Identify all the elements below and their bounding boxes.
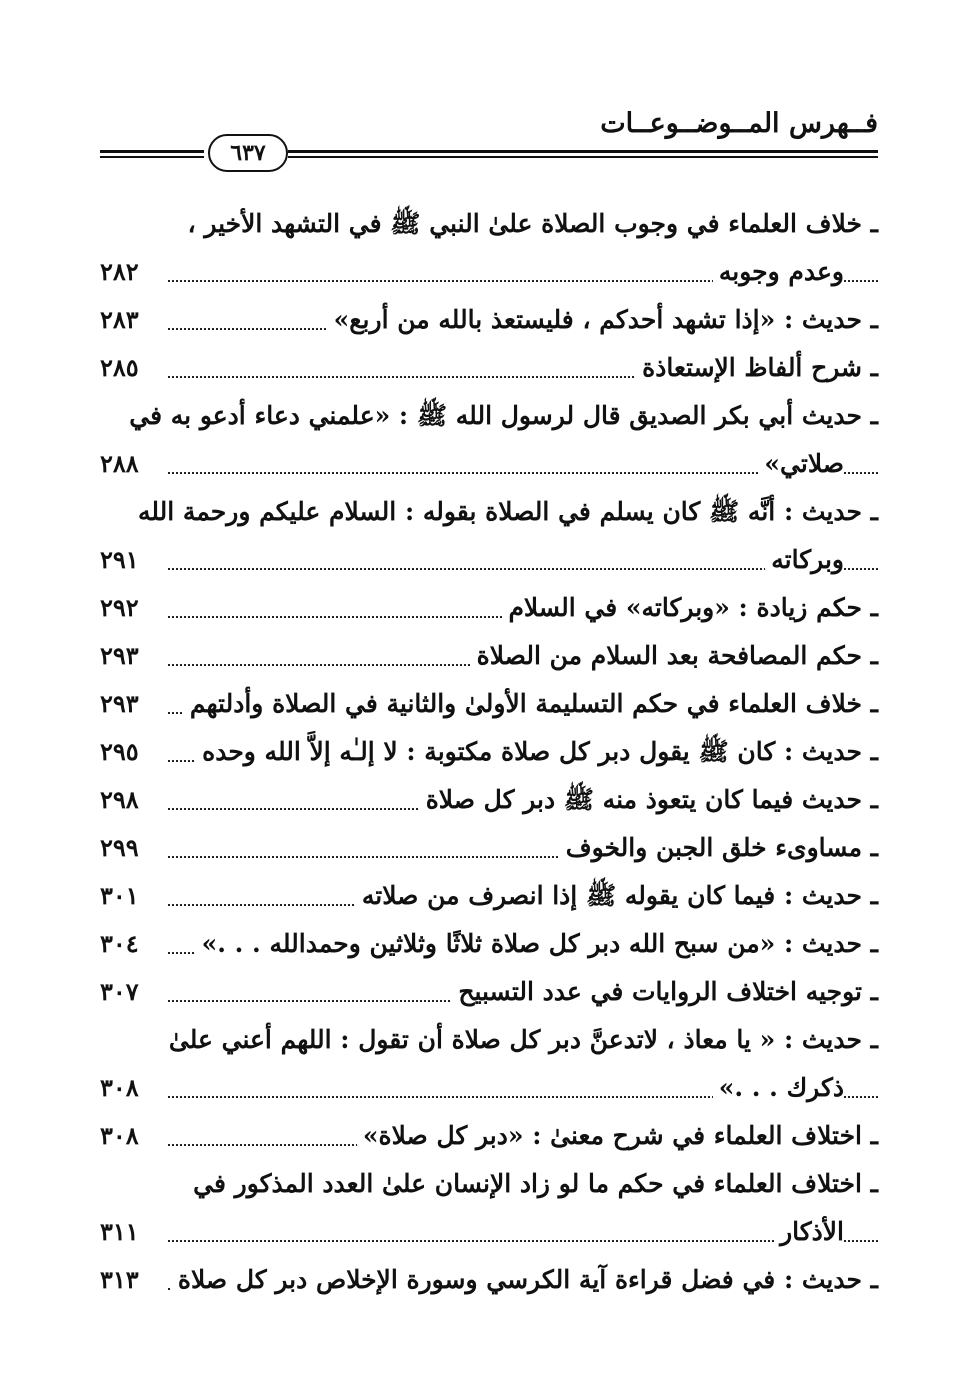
toc-page-number: ٢٨٥ xyxy=(100,353,139,382)
page-header xyxy=(100,108,878,164)
page-number-badge: ٦٣٧ xyxy=(208,134,288,172)
toc-line xyxy=(100,776,878,824)
toc-line xyxy=(100,1112,878,1160)
toc-line xyxy=(100,1016,878,1064)
toc-page-number: ٢٨٣ xyxy=(100,305,139,334)
toc-entry-text: ـ حديث : «من سبح الله دبر كل صلاة ثلاثًا وثلاثين وحمدالله . . .» xyxy=(196,920,878,968)
toc-entry-text: ـ مساوىء خلق الجبن والخوف xyxy=(560,824,878,872)
toc-page-number: ٢٩٩ xyxy=(100,833,139,862)
toc-entry-text: ـ حديث : «إذا تشهد أحدكم ، فليستعذ بالله من أربع» xyxy=(328,296,878,344)
toc-line xyxy=(100,1256,878,1304)
toc-page-number: ٣٠٧ xyxy=(100,977,139,1006)
toc-page-number: ٢٩٣ xyxy=(100,689,139,718)
toc-entry-text: ـ حديث : في فضل قراءة آية الكرسي وسورة الإخلاص دبر كل صلاة xyxy=(172,1256,878,1304)
toc-page-number: ٢٩٢ xyxy=(100,593,139,622)
dot-leader xyxy=(168,1240,878,1242)
toc-line xyxy=(100,296,878,344)
toc-line xyxy=(100,392,878,440)
toc-page-number: ٢٩٨ xyxy=(100,785,139,814)
toc-entry-text: ـ حديث أبي بكر الصديق قال لرسول الله ﷺ : «علمني دعاء أدعو به في xyxy=(123,392,878,440)
toc-page-number: ٢٩١ xyxy=(100,545,139,574)
toc-page-number: ٣٠٤ xyxy=(100,929,139,958)
toc-line xyxy=(100,200,878,248)
toc-entry-text: ـ اختلاف العلماء في شرح معنىٰ : «دبر كل صلاة» xyxy=(357,1112,878,1160)
toc-entry-text: ـ توجيه اختلاف الروايات في عدد التسبيح xyxy=(452,968,878,1016)
toc-page-number: ٢٨٨ xyxy=(100,449,139,478)
toc-line xyxy=(100,1208,878,1256)
toc-line xyxy=(100,728,878,776)
toc-line xyxy=(100,440,878,488)
toc-entry-text: ذكرك . . .» xyxy=(713,1064,844,1112)
toc-page-number: ٣٠١ xyxy=(100,881,139,910)
toc-page-number: ٣٠٨ xyxy=(100,1073,139,1102)
toc-line xyxy=(100,872,878,920)
toc-entry-text: ـ حديث : كان ﷺ يقول دبر كل صلاة مكتوبة : لا إلـٰه إلاَّ الله وحده xyxy=(196,728,878,776)
toc-page-number: ٢٨٢ xyxy=(100,257,139,286)
header-rule-right-thin xyxy=(288,156,878,158)
toc-line xyxy=(100,632,878,680)
toc-entry-text: صلاتي» xyxy=(758,440,844,488)
toc-entry-text: ـ حديث : أنَّه ﷺ كان يسلم في الصلاة بقوله : السلام عليكم ورحمة الله xyxy=(132,488,878,536)
toc-entry-text: ـ حديث فيما كان يتعوذ منه ﷺ دبر كل صلاة xyxy=(420,776,878,824)
table-of-contents xyxy=(100,200,878,1304)
toc-entry-text: ـ اختلاف العلماء في حكم ما لو زاد الإنسان علىٰ العدد المذكور في xyxy=(187,1160,878,1208)
toc-entry-text: وعدم وجوبه xyxy=(713,248,844,296)
toc-entry-text: ـ خلاف العلماء في حكم التسليمة الأولىٰ والثانية في الصلاة وأدلتهم xyxy=(184,680,878,728)
toc-page-number: ٣١٣ xyxy=(100,1265,139,1294)
toc-line xyxy=(100,680,878,728)
toc-line xyxy=(100,488,878,536)
toc-page-number: ٢٩٥ xyxy=(100,737,139,766)
toc-entry-text: ـ خلاف العلماء في وجوب الصلاة علىٰ النبي ﷺ في التشهد الأخير ، xyxy=(182,200,878,248)
header-rule-right xyxy=(288,150,878,153)
toc-line xyxy=(100,968,878,1016)
toc-entry-text: الأذكار xyxy=(774,1208,844,1256)
toc-line xyxy=(100,344,878,392)
toc-line xyxy=(100,1160,878,1208)
header-title: فــهرس المــوضــوعــات xyxy=(600,108,878,139)
header-rule-left-thin xyxy=(100,156,204,158)
toc-page-number: ٣١١ xyxy=(100,1217,139,1246)
toc-line xyxy=(100,1064,878,1112)
toc-entry-text: ـ حكم زيادة : «وبركاته» في السلام xyxy=(502,584,878,632)
toc-entry-text: ـ حديث : فيما كان يقوله ﷺ إذا انصرف من صلاته xyxy=(356,872,878,920)
toc-entry-text: ـ شرح ألفاظ الإستعاذة xyxy=(636,344,878,392)
toc-page-number: ٢٩٣ xyxy=(100,641,139,670)
toc-line xyxy=(100,824,878,872)
toc-entry-text: وبركاته xyxy=(765,536,844,584)
toc-line xyxy=(100,536,878,584)
toc-line xyxy=(100,248,878,296)
toc-line xyxy=(100,584,878,632)
toc-entry-text: ـ حكم المصافحة بعد السلام من الصلاة xyxy=(471,632,878,680)
header-rule-left xyxy=(100,150,204,153)
toc-line xyxy=(100,920,878,968)
toc-page-number: ٣٠٨ xyxy=(100,1121,139,1150)
toc-entry-text: ـ حديث : « يا معاذ ، لاتدعنَّ دبر كل صلاة أن تقول : اللهم أعني علىٰ xyxy=(163,1016,878,1064)
